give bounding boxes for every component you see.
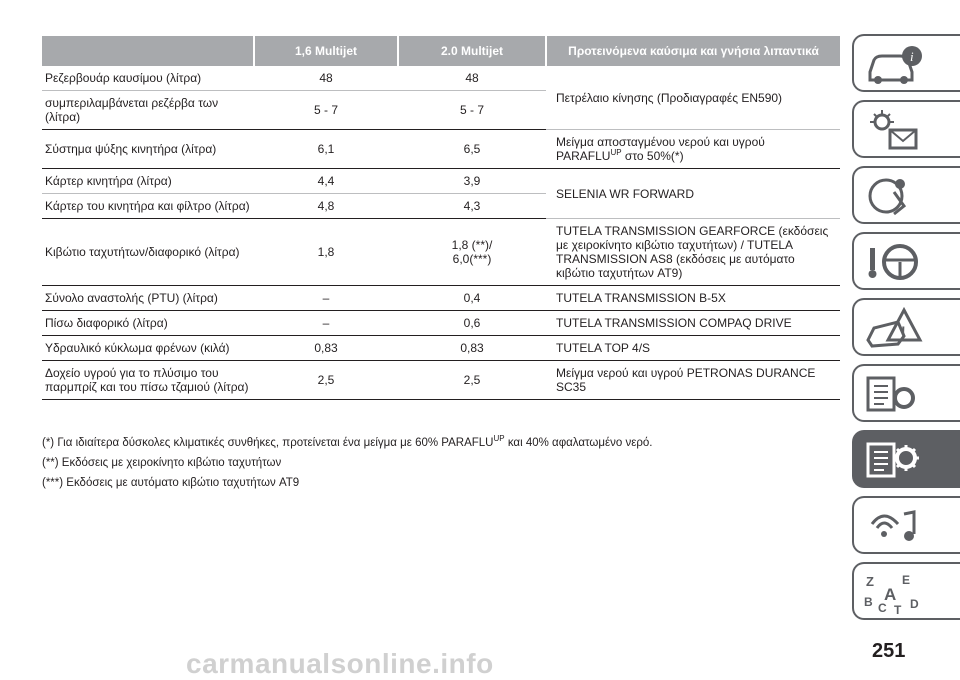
rec-coolant [546, 130, 840, 169]
header-cell-empty [42, 36, 254, 66]
rec-brake: TUTELA TOP 4/S [546, 336, 840, 361]
table-row [42, 169, 840, 194]
row-value-2: 0,83 [398, 336, 546, 361]
car-info-icon[interactable] [852, 34, 960, 92]
row-value-1: 1,8 [254, 219, 398, 286]
rec-coolant-rest: στο 50%(*) [621, 149, 684, 163]
specifications-table [42, 36, 840, 400]
row-value-1: 0,83 [254, 336, 398, 361]
row-desc: Σύνολο αναστολής (PTU) (λίτρα) [42, 286, 254, 311]
table-row [42, 336, 840, 361]
row-desc: Ρεζερβουάρ καυσίμου (λίτρα) [42, 66, 254, 91]
row-desc: Πίσω διαφορικό (λίτρα) [42, 311, 254, 336]
specifications-tab-icon[interactable] [852, 430, 960, 488]
table-row [42, 66, 840, 91]
row-value-1: – [254, 286, 398, 311]
row-value-2b: 6,0(***) [452, 252, 492, 266]
svg-text:T: T [894, 603, 902, 614]
row-value-2: 0,6 [398, 311, 546, 336]
svg-text:Z: Z [866, 574, 874, 589]
table-row [42, 130, 840, 169]
row-value-2: 5 - 7 [398, 91, 546, 130]
svg-text:!: ! [901, 323, 906, 339]
steering-wheel-icon[interactable] [852, 232, 960, 290]
page-number: 251 [872, 640, 906, 662]
row-value-1: – [254, 311, 398, 336]
row-value-1: 4,8 [254, 194, 398, 219]
svg-text:i: i [910, 49, 914, 64]
footnote-2: (**) Εκδόσεις με χειροκίνητο κιβώτιο ταχυτήτων [42, 457, 282, 469]
table-row [42, 219, 840, 286]
row-desc: Κάρτερ κινητήρα (λίτρα) [42, 169, 254, 194]
header-cell-20-multijet: 2.0 Multijet [398, 36, 546, 66]
svg-text:B: B [864, 595, 873, 609]
header-cell-16-multijet: 1,6 Multijet [254, 36, 398, 66]
row-desc: Σύστημα ψύξης κινητήρα (λίτρα) [42, 130, 254, 169]
row-value-2: 48 [398, 66, 546, 91]
row-desc: Δοχείο υγρού για το πλύσιμο του παρμπρίζ και του πίσω τζαμιού (λίτρα) [42, 361, 254, 400]
row-value-1: 4,4 [254, 169, 398, 194]
row-desc: Κιβώτιο ταχυτήτων/διαφορικό (λίτρα) [42, 219, 254, 286]
row-value-2a: 1,8 (**)/ [451, 238, 493, 252]
svg-text:D: D [910, 597, 919, 611]
watermark: carmanualsonline.info [186, 648, 494, 679]
row-desc: Υδραυλικό κύκλωμα φρένων (κιλά) [42, 336, 254, 361]
footnote-3: (***) Εκδόσεις με αυτόματο κιβώτιο ταχυτήτων AT9 [42, 477, 300, 489]
row-desc: συμπεριλαμβάνεται ρεζέρβα των (λίτρα) [42, 91, 254, 130]
svg-text:A: A [884, 585, 897, 604]
table-row [42, 286, 840, 311]
warning-lights-icon[interactable] [852, 100, 960, 158]
index-icon[interactable] [852, 562, 960, 620]
rec-fuel: Πετρέλαιο κίνησης (Προδιαγραφές EN590) [546, 66, 840, 130]
maintenance-icon[interactable] [852, 364, 960, 422]
header-cell-recommended: Προτεινόμενα καύσιμα και γνήσια λιπαντικά [546, 36, 840, 66]
svg-text:C: C [878, 601, 887, 614]
table-header-row [42, 36, 840, 66]
emergency-icon[interactable] [852, 298, 960, 356]
footnote-1-text: (*) Για ιδιαίτερα δύσκολες κλιματικές συνθήκες, προτείνεται ένα μείγμα με 60% PARAFLU [42, 437, 494, 449]
rec-ptu: TUTELA TRANSMISSION B-5X [546, 286, 840, 311]
row-value-1: 48 [254, 66, 398, 91]
footnote-1 [42, 433, 652, 453]
safety-icon[interactable] [852, 166, 960, 224]
row-value-1: 2,5 [254, 361, 398, 400]
row-value-2: 2,5 [398, 361, 546, 400]
footnotes [42, 433, 652, 493]
row-value-1: 6,1 [254, 130, 398, 169]
rec-coolant-brand: PARAFLU [556, 149, 611, 163]
row-value-2 [398, 219, 546, 286]
svg-text:E: E [902, 573, 911, 587]
row-value-2: 4,3 [398, 194, 546, 219]
rec-washer: Μείγμα νερού και υγρού PETRONAS DURANCE SC35 [546, 361, 840, 400]
row-value-2: 0,4 [398, 286, 546, 311]
rec-coolant-line1: Μείγμα αποσταγμένου νερού και υγρού [556, 135, 765, 149]
row-desc: Κάρτερ του κινητήρα και φίλτρο (λίτρα) [42, 194, 254, 219]
rec-oil: SELENIA WR FORWARD [546, 169, 840, 219]
table-row [42, 311, 840, 336]
rec-rear-diff: TUTELA TRANSMISSION COMPAQ DRIVE [546, 311, 840, 336]
rec-coolant-sup: UP [610, 148, 622, 157]
row-value-2: 3,9 [398, 169, 546, 194]
rec-gear: TUTELA TRANSMISSION GEARFORCE (εκδόσεις με χειροκίνητο κιβώτιο ταχυτήτων) / TUTELA TRANSMISSION AS8 (εκδόσεις με αυτόματο κιβώτιο ταχυτήτων AT9) [546, 219, 840, 286]
footnote-1-end: και 40% αφαλατωμένο νερό. [504, 437, 653, 449]
row-value-1: 5 - 7 [254, 91, 398, 130]
row-value-2: 6,5 [398, 130, 546, 169]
footnote-1-sup: UP [493, 434, 505, 444]
multimedia-icon[interactable] [852, 496, 960, 554]
table-row [42, 361, 840, 400]
